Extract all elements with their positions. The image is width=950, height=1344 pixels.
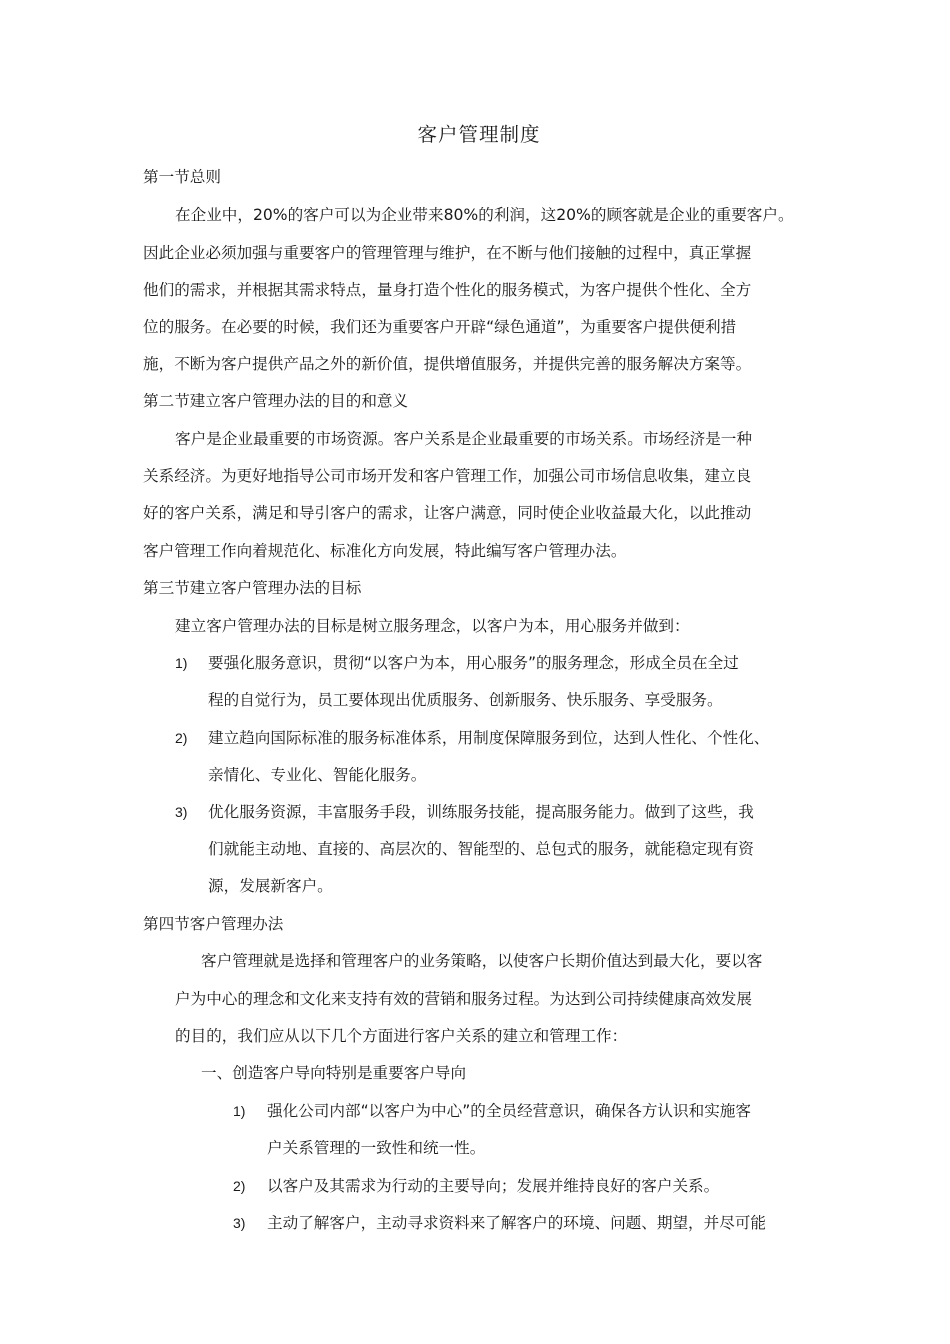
list-item-line: 程的自觉行为，员工要体现出优质服务、创新服务、快乐服务、享受服务。 [208, 691, 723, 709]
list-item-line: 户关系管理的一致性和统一性。 [267, 1139, 486, 1157]
list-number: 1) [233, 1103, 246, 1119]
section-heading: 第一节总则 [143, 168, 221, 186]
section-heading: 第二节建立客户管理办法的目的和意义 [143, 392, 409, 410]
list-item-line: 强化公司内部“以客户为中心”的全员经营意识，确保各方认识和实施客 [267, 1102, 751, 1120]
paragraph-line: 好的客户关系，满足和导引客户的需求，让客户满意，同时使企业收益最大化，以此推动 [143, 504, 752, 522]
list-item-line: 以客户及其需求为行动的主要导向；发展并维持良好的客户关系。 [267, 1177, 720, 1195]
list-number: 1) [175, 655, 188, 671]
paragraph-line: 施，不断为客户提供产品之外的新价值，提供增值服务，并提供完善的服务解决方案等。 [143, 355, 752, 373]
list-item-line: 源，发展新客户。 [208, 877, 333, 895]
paragraph-line: 因此企业必须加强与重要客户的管理管理与维护，在不断与他们接触的过程中，真正掌握 [143, 244, 752, 262]
paragraph-line: 户为中心的理念和文化来支持有效的营销和服务过程。为达到公司持续健康高效发展 [175, 990, 752, 1008]
list-number: 3) [233, 1215, 246, 1231]
list-item-line: 建立趋向国际标准的服务标准体系，用制度保障服务到位，达到人性化、个性化、 [208, 729, 770, 747]
list-item-line: 们就能主动地、直接的、高层次的、智能型的、总包式的服务，就能稳定现有资 [208, 840, 754, 858]
paragraph-line: 在企业中，20%的客户可以为企业带来80%的利润，这20%的顾客就是企业的重要客户。 [175, 206, 794, 224]
paragraph-line: 建立客户管理办法的目标是树立服务理念，以客户为本，用心服务并做到： [175, 617, 690, 635]
list-number: 2) [175, 730, 188, 746]
paragraph-line: 的目的，我们应从以下几个方面进行客户关系的建立和管理工作： [175, 1027, 628, 1045]
list-number: 2) [233, 1178, 246, 1194]
list-number: 3) [175, 804, 188, 820]
paragraph-line: 客户管理工作向着规范化、标准化方向发展，特此编写客户管理办法。 [143, 542, 627, 560]
section-heading: 第三节建立客户管理办法的目标 [143, 579, 362, 597]
section-heading: 第四节客户管理办法 [143, 915, 284, 933]
paragraph-line: 客户是企业最重要的市场资源。客户关系是企业最重要的市场关系。市场经济是一种 [175, 430, 752, 448]
paragraph-line: 关系经济。为更好地指导公司市场开发和客户管理工作，加强公司市场信息收集，建立良 [143, 467, 752, 485]
paragraph-line: 他们的需求，并根据其需求特点，量身打造个性化的服务模式，为客户提供个性化、全方 [143, 281, 752, 299]
paragraph-line: 客户管理就是选择和管理客户的业务策略，以使客户长期价值达到最大化，要以客 [201, 952, 763, 970]
list-item-line: 亲情化、专业化、智能化服务。 [208, 766, 427, 784]
list-item-line: 主动了解客户，主动寻求资料来了解客户的环境、问题、期望，并尽可能 [267, 1214, 767, 1232]
subsection-heading: 一、创造客户导向特别是重要客户导向 [201, 1064, 467, 1082]
list-item-line: 要强化服务意识，贯彻“以客户为本，用心服务”的服务理念，形成全员在全过 [208, 654, 739, 672]
paragraph-line: 位的服务。在必要的时候，我们还为重要客户开辟“绿色通道”，为重要客户提供便利措 [143, 318, 737, 336]
document-title: 客户管理制度 [417, 123, 541, 146]
list-item-line: 优化服务资源，丰富服务手段，训练服务技能，提高服务能力。做到了这些，我 [208, 803, 754, 821]
